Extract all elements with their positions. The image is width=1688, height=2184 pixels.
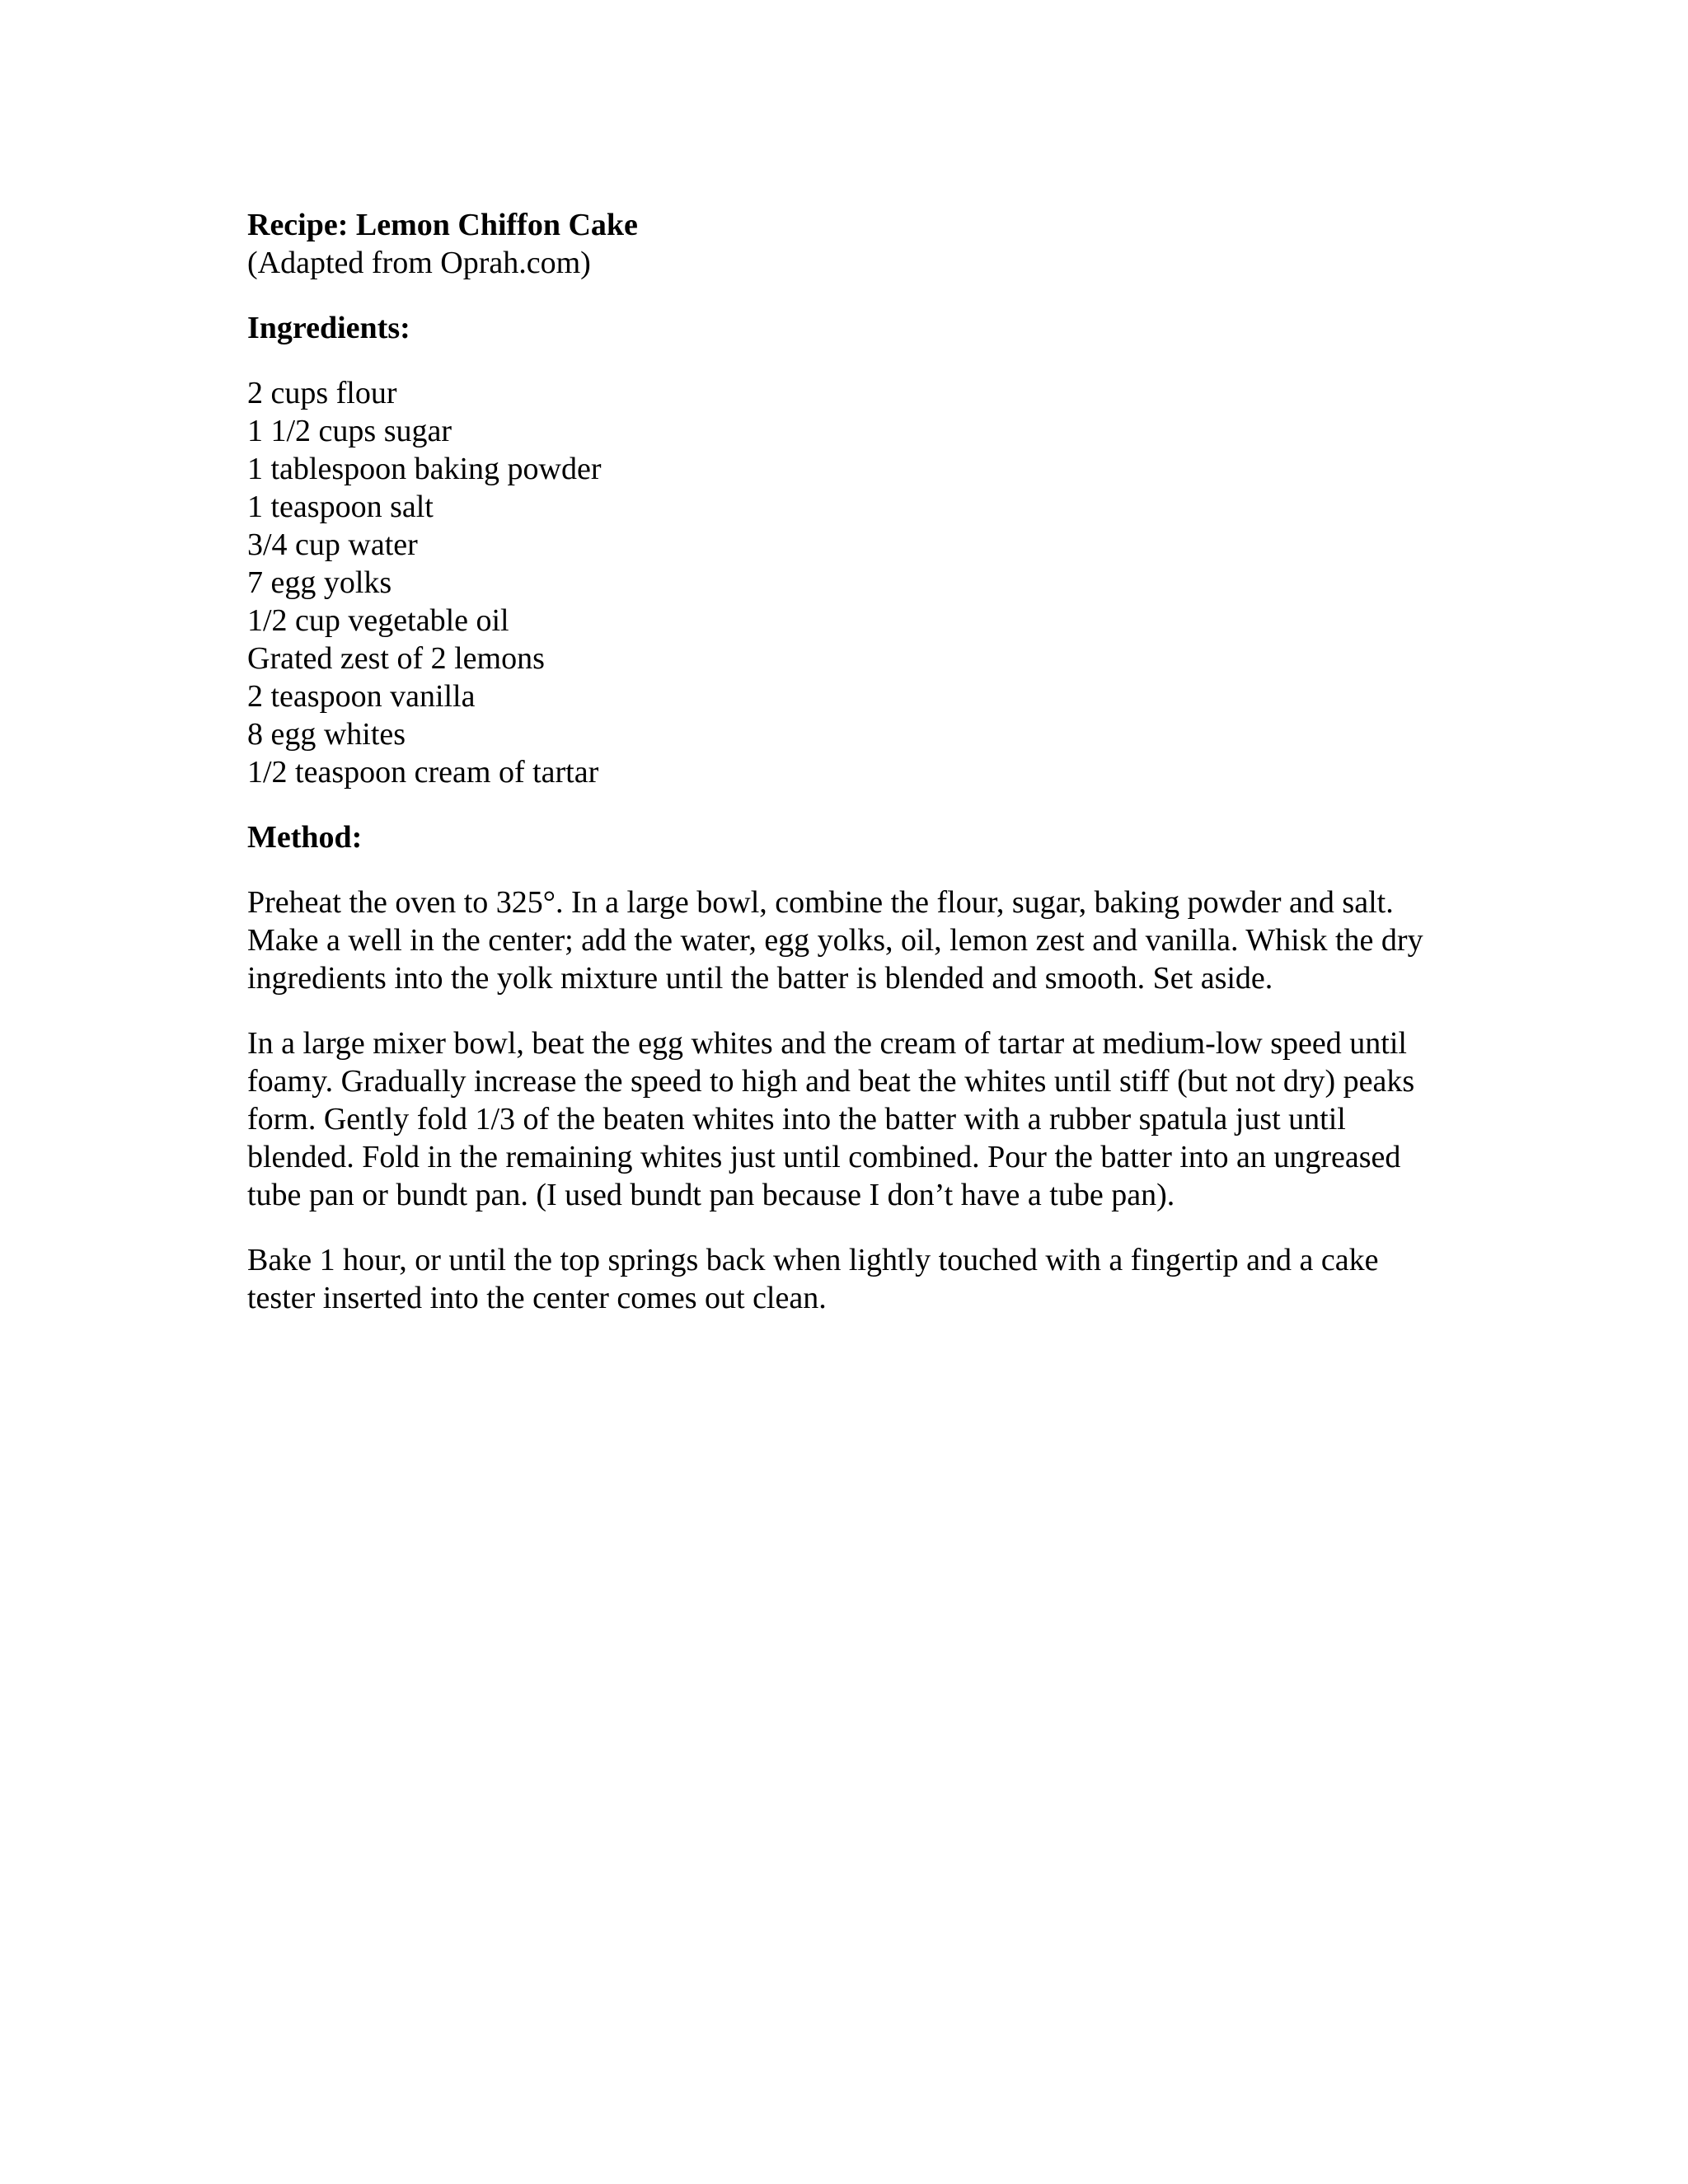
ingredient-item: 3/4 cup water <box>247 527 418 562</box>
ingredient-item: 1/2 cup vegetable oil <box>247 603 509 638</box>
ingredient-item: Grated zest of 2 lemons <box>247 641 545 676</box>
recipe-title: Recipe: Lemon Chiffon Cake <box>247 208 638 242</box>
method-step: Preheat the oven to 325°. In a large bowl, combine the flour, sugar, baking powder and salt. Make a well in the center; add the water, egg yolks, oil, lemon zest and vanilla. Whisk the dry ingredients into the yolk mixture until the batter is blended and smooth. Set aside. <box>247 885 1423 996</box>
ingredient-item: 1 tablespoon baking powder <box>247 452 602 486</box>
method-step: In a large mixer bowl, beat the egg whites and the cream of tartar at medium-low speed until foamy. Gradually increase the speed to high and beat the whites until stiff (but not dry) peaks form. Gently fold 1/3 of the beaten whites into the batter with a rubber spatula just until blended. Fold in the remaining whites just until combined. Pour the batter into an ungreased tube pan or bundt pan. (I used bundt pan because I don’t have a tube pan). <box>247 1026 1415 1212</box>
method-step: Bake 1 hour, or until the top springs back when lightly touched with a fingertip and a cake tester inserted into the center comes out clean. <box>247 1243 1379 1315</box>
ingredient-item: 1 1/2 cups sugar <box>247 414 452 448</box>
ingredient-item: 7 egg yolks <box>247 565 392 600</box>
ingredient-item: 8 egg whites <box>247 717 406 752</box>
method-heading: Method: <box>247 820 363 855</box>
ingredient-item: 2 cups flour <box>247 376 397 410</box>
ingredient-item: 2 teaspoon vanilla <box>247 679 476 714</box>
ingredients-list <box>247 374 1451 791</box>
recipe-document <box>247 206 1451 1344</box>
recipe-source: (Adapted from Oprah.com) <box>247 246 591 280</box>
ingredient-item: 1 teaspoon salt <box>247 490 434 524</box>
ingredient-item: 1/2 teaspoon cream of tartar <box>247 755 599 790</box>
ingredients-heading: Ingredients: <box>247 311 410 345</box>
